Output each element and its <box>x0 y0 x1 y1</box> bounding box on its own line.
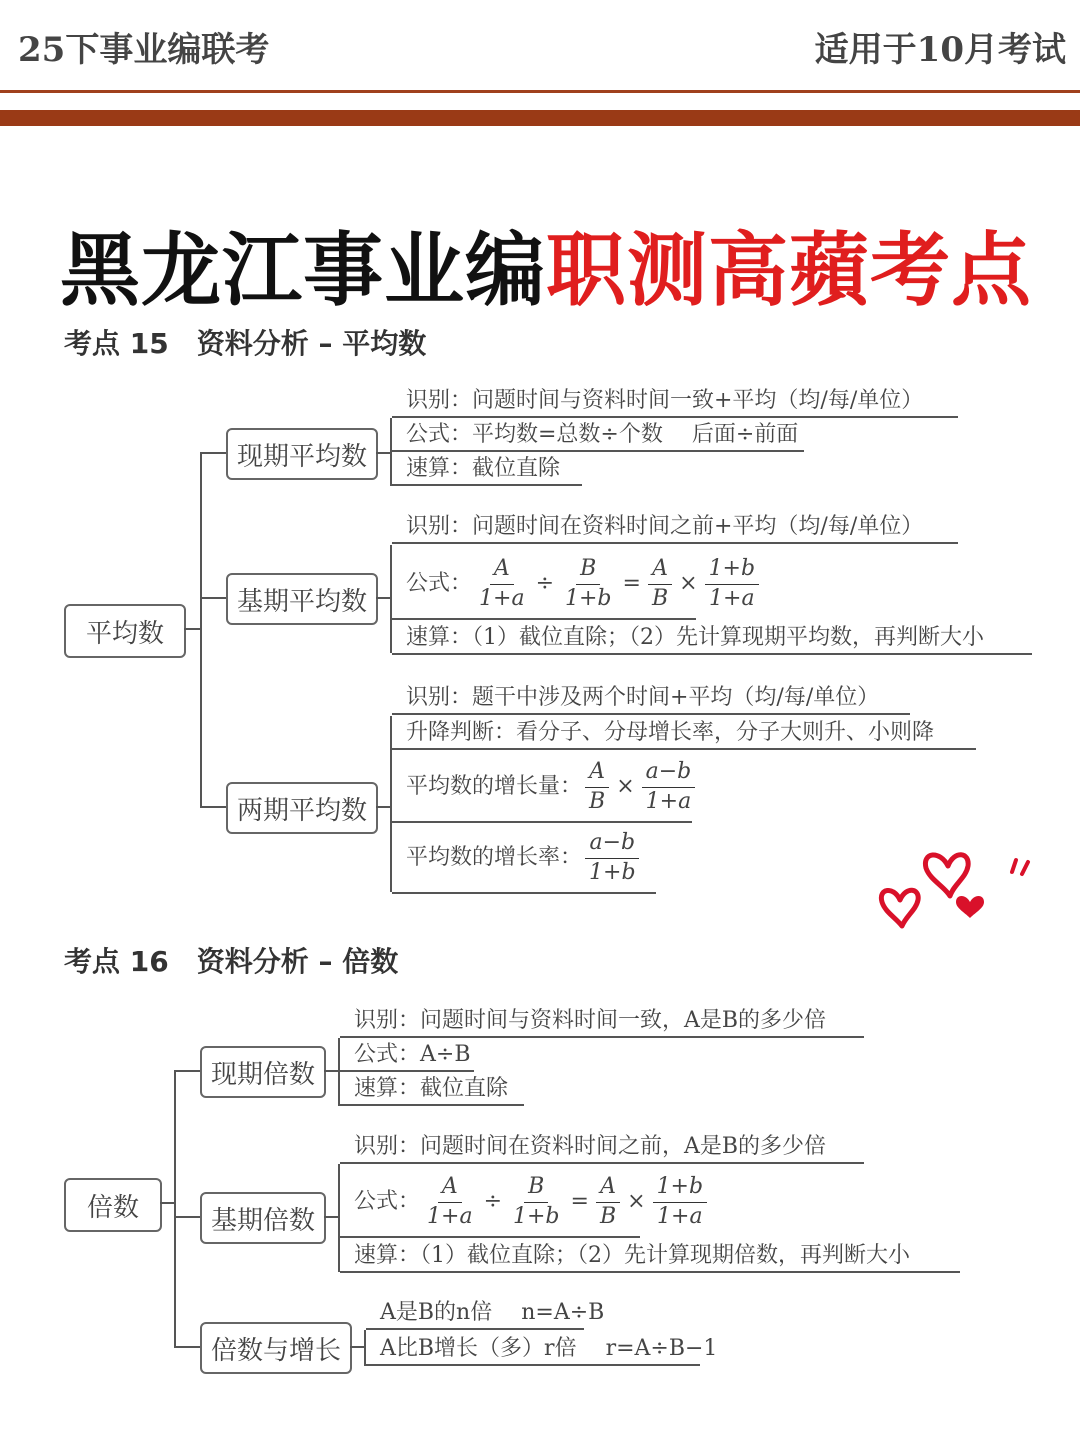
s15-b3-increment-prefix: 平均数的增长量： <box>406 774 583 799</box>
header-right: 适用于10月考试 <box>814 30 1066 70</box>
divide-sign: ÷ <box>535 571 554 596</box>
s15-branch-2-label: 基期平均数 <box>236 586 367 617</box>
s16-b2-formula-prefix: 公式： <box>354 1189 421 1214</box>
s16-branch-1-connector <box>174 1070 200 1072</box>
section-15-heading <box>64 322 426 362</box>
divide-sign: ÷ <box>483 1189 502 1214</box>
equals-sign: = <box>570 1189 589 1214</box>
section-15-number: 考点 15 <box>64 327 169 360</box>
s15-branch-3-connector <box>200 806 228 808</box>
s16-b2-identify: 识别：问题时间在资料时间之前，A是B的多少倍 <box>340 1132 864 1164</box>
s16-b1-formula: 公式：A÷B <box>340 1040 474 1072</box>
s16-branch-2-label: 基期倍数 <box>210 1205 315 1236</box>
s15-b2-identify: 识别：问题时间在资料时间之前+平均（均/每/单位） <box>392 512 958 544</box>
s16-branch-3-label: 倍数与增长 <box>210 1335 341 1366</box>
header-rule-thin <box>0 90 1080 93</box>
s16-branch-2-box <box>200 1192 326 1244</box>
times-sign: × <box>627 1189 646 1214</box>
s16-branch-1-label: 现期倍数 <box>210 1059 315 1090</box>
s15-root-label: 平均数 <box>85 618 164 649</box>
s16-branch-2-connector <box>174 1216 200 1218</box>
s16-branch-3-connector <box>174 1346 200 1348</box>
s15-b3-frac-2: $\frac{a-b}{1+a}$ <box>642 760 696 813</box>
s15-trunk <box>200 452 202 808</box>
s15-b2-frac-4: $\frac{1+b}{1+a}$ <box>705 557 760 610</box>
title-black-part: 黑龙江事业编 <box>60 224 546 317</box>
title-red-part: 职测高蘋考点 <box>546 224 1032 317</box>
s15-branch-2-connector <box>200 597 228 599</box>
s16-branch-1-box <box>200 1046 326 1098</box>
s15-branch-1-box <box>226 428 378 480</box>
section-16-heading <box>64 940 398 980</box>
s16-b2-formula <box>340 1168 704 1238</box>
header-rule-thick <box>0 110 1080 126</box>
s16-b2-frac-3: $\frac{A}{B}$ <box>596 1175 620 1228</box>
s15-b3-rate <box>392 824 656 894</box>
s15-branch-1-label: 现期平均数 <box>236 441 367 472</box>
s16-branch-3-box <box>200 1322 352 1374</box>
s15-b3-frac-1: $\frac{A}{B}$ <box>585 760 609 813</box>
section-16-number: 考点 16 <box>64 945 169 978</box>
s15-b2-formula-prefix: 公式： <box>406 571 473 596</box>
s15-b1-quick: 速算：截位直除 <box>392 454 582 486</box>
s15-root-box <box>64 604 186 658</box>
equals-sign: = <box>622 571 641 596</box>
s16-b1-identify: 识别：问题时间与资料时间一致，A是B的多少倍 <box>340 1006 864 1038</box>
s15-b3-identify: 识别：题干中涉及两个时间+平均（均/每/单位） <box>392 683 910 715</box>
s15-branch-1-connector <box>200 452 228 454</box>
s16-b3-growth: A比B增长（多）r倍 r=A÷B−1 <box>366 1334 700 1366</box>
s16-root-label: 倍数 <box>86 1192 139 1223</box>
s15-b2-frac-1: $\frac{A}{1+a}$ <box>479 556 525 611</box>
page-title <box>60 206 1032 321</box>
s16-b3-multiple: A是B的n倍 n=A÷B <box>366 1298 584 1330</box>
s15-b2-quick: 速算：（1）截位直除；（2）先计算现期平均数，再判断大小 <box>392 623 1032 655</box>
s16-b2-quick: 速算：（1）截位直除；（2）先计算现期倍数，再判断大小 <box>340 1241 960 1273</box>
s15-branch-3-box <box>226 782 378 834</box>
s15-b1-formula: 公式：平均数=总数÷个数 后面÷前面 <box>392 420 804 452</box>
section-16-title: 资料分析 – 倍数 <box>196 945 399 978</box>
s15-b3-frac-3: $\frac{a-b}{1+b}$ <box>585 831 640 884</box>
s15-b3-judge: 升降判断：看分子、分母增长率，分子大则升、小则降 <box>392 718 976 750</box>
s16-root-box <box>64 1178 162 1232</box>
s16-b1-quick: 速算：截位直除 <box>340 1074 524 1106</box>
s15-b3-increment <box>392 753 692 823</box>
s15-b3-rate-prefix: 平均数的增长率： <box>406 845 583 870</box>
s16-b2-frac-2: $\frac{B}{1+b}$ <box>513 1174 560 1229</box>
s15-b2-frac-2: $\frac{B}{1+b}$ <box>565 556 612 611</box>
s15-branch-2-box <box>226 573 378 625</box>
times-sign: × <box>616 774 635 799</box>
s15-branch-3-label: 两期平均数 <box>236 795 367 826</box>
s15-b2-formula <box>392 550 756 620</box>
s16-b2-frac-1: $\frac{A}{1+a}$ <box>427 1174 473 1229</box>
s16-b2-frac-4: $\frac{1+b}{1+a}$ <box>653 1175 708 1228</box>
s15-b2-frac-3: $\frac{A}{B}$ <box>648 557 672 610</box>
hearts-decoration-icon <box>870 838 1050 938</box>
s15-b1-identify: 识别：问题时间与资料时间一致+平均（均/每/单位） <box>392 386 958 418</box>
section-15-title: 资料分析 – 平均数 <box>196 327 427 360</box>
s16-trunk <box>174 1070 176 1348</box>
times-sign: × <box>679 571 698 596</box>
header-left: 25下事业编联考 <box>18 30 270 70</box>
